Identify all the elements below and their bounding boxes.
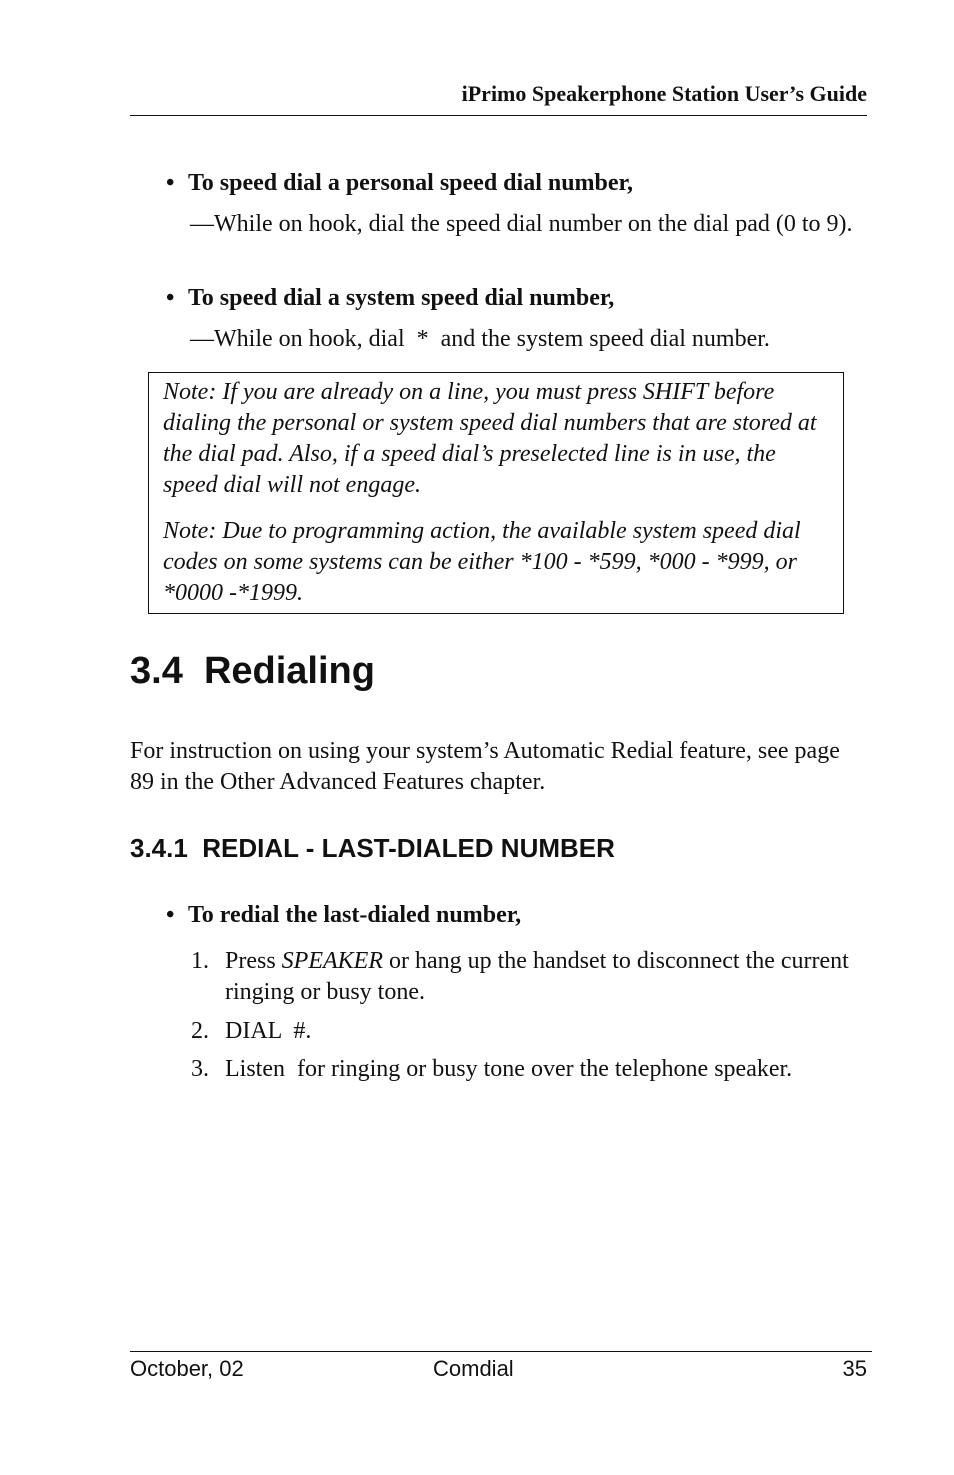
note-box — [148, 372, 844, 614]
running-header — [130, 80, 867, 116]
bullet-system-heading: To speed dial a system speed dial number, — [188, 285, 615, 311]
bullet-redial — [166, 900, 521, 930]
bullet-dot: • — [166, 902, 175, 928]
subsection-heading: 3.4.1 REDIAL - LAST-DIALED NUMBER — [130, 833, 615, 863]
section-intro: For instruction on using your system’s Automatic Redial feature, see page 89 in the Other Advanced Features chapter. — [130, 738, 840, 795]
note-system-codes: Note: Due to programming action, the available system speed dial codes on some systems can be either *100 - *599, *000 - *999, or *0000 -*1999. — [163, 518, 801, 606]
step-emphasis: SPEAKER — [281, 948, 383, 974]
note-shift: Note: If you are already on a line, you must press SHIFT before dialing the personal or system speed dial numbers that are stored at the dial pad. Also, if a speed dial’s preselected line is in use, the speed dial will not engage. — [163, 379, 817, 498]
bullet-dot: • — [166, 285, 175, 311]
step-text: DIAL #. — [225, 1018, 312, 1044]
running-header-title: iPrimo Speakerphone Station User’s Guide — [461, 81, 867, 106]
footer-company: Comdial — [433, 1356, 514, 1381]
step-item — [191, 1016, 871, 1047]
step-text: Listen for ringing or busy tone over the telephone speaker. — [225, 1056, 793, 1082]
personal-speed-dial-instruction: —While on hook, dial the speed dial number on the dial pad (0 to 9). — [190, 211, 853, 237]
system-speed-dial-instruction: —While on hook, dial * and the system speed dial number. — [190, 326, 770, 352]
footer-page-number: 35 — [842, 1356, 867, 1381]
step-number: 1. — [191, 948, 209, 974]
footer-rule — [130, 1351, 872, 1352]
step-number: 2. — [191, 1018, 209, 1044]
bullet-personal-speed-dial — [166, 168, 633, 198]
step-item — [191, 946, 871, 1008]
bullet-personal-heading: To speed dial a personal speed dial number, — [188, 170, 633, 196]
footer-date: October, 02 — [130, 1356, 244, 1381]
bullet-redial-heading: To redial the last-dialed number, — [188, 902, 522, 928]
bullet-system-speed-dial — [166, 283, 614, 313]
bullet-dot: • — [166, 170, 175, 196]
step-text-before: Press — [225, 948, 282, 974]
step-number: 3. — [191, 1056, 209, 1082]
step-text-after: or hang up the handset to disconnect the current ringing or busy tone. — [225, 948, 849, 1005]
step-item — [191, 1054, 871, 1085]
step-text — [191, 946, 871, 1008]
section-heading: 3.4 Redialing — [130, 650, 375, 692]
